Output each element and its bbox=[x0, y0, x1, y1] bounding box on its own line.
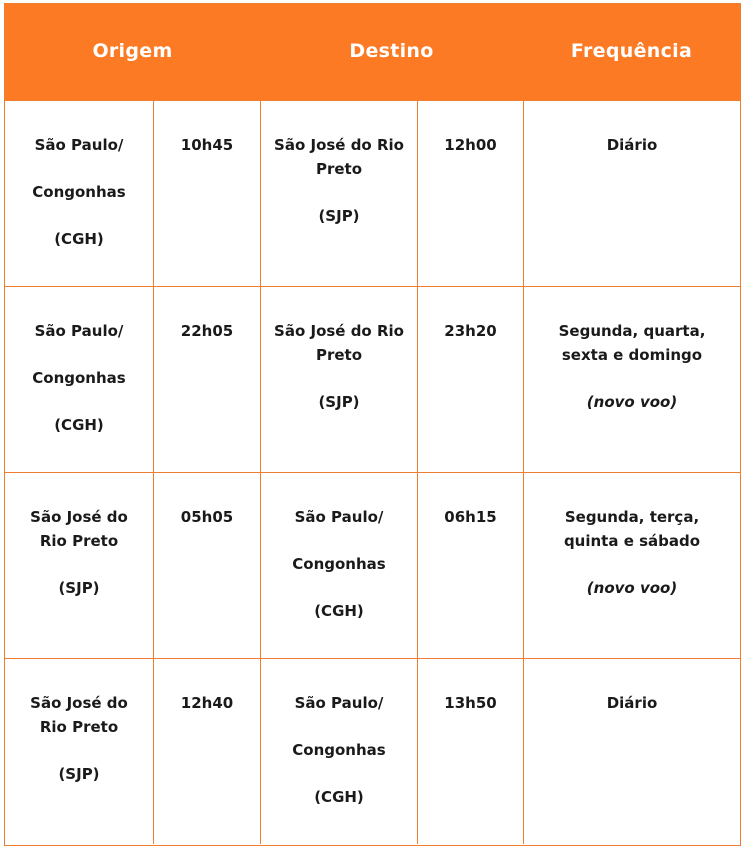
table-row bbox=[5, 658, 740, 844]
destination-line: São Paulo/ bbox=[294, 694, 384, 712]
origin-line: São Paulo/ bbox=[34, 322, 124, 340]
destination-line: São José do Rio bbox=[274, 322, 404, 340]
arrival-time: 13h50 bbox=[444, 694, 497, 712]
origin-cell bbox=[5, 659, 153, 844]
frequency-line: quinta e sábado bbox=[563, 532, 701, 550]
origin-cell bbox=[5, 473, 153, 658]
destination-line: Congonhas bbox=[292, 741, 386, 759]
destination-code: (CGH) bbox=[314, 602, 364, 620]
origin-line: São Paulo/ bbox=[34, 136, 124, 154]
destination-code: (CGH) bbox=[314, 788, 364, 806]
destination-line: Congonhas bbox=[292, 555, 386, 573]
destination-line: São José do Rio bbox=[274, 136, 404, 154]
arrival-time-cell bbox=[417, 101, 523, 286]
origin-line: Congonhas bbox=[32, 183, 126, 201]
departure-time-cell bbox=[153, 659, 260, 844]
origin-code: (SJP) bbox=[58, 579, 100, 597]
arrival-time: 12h00 bbox=[444, 136, 497, 154]
origin-line: São José do bbox=[30, 508, 128, 526]
origin-line: Rio Preto bbox=[39, 718, 119, 736]
frequency-cell bbox=[523, 659, 740, 844]
arrival-time: 06h15 bbox=[444, 508, 497, 526]
destination-cell bbox=[260, 659, 417, 844]
departure-time: 05h05 bbox=[180, 508, 234, 526]
flight-schedule-table bbox=[4, 3, 741, 846]
departure-time-cell bbox=[153, 473, 260, 658]
arrival-time-cell bbox=[417, 473, 523, 658]
destination-line: São Paulo/ bbox=[294, 508, 384, 526]
destination-cell bbox=[260, 101, 417, 286]
table-header bbox=[5, 4, 740, 100]
table-row bbox=[5, 100, 740, 286]
table-row bbox=[5, 472, 740, 658]
frequency-line: Diário bbox=[606, 694, 658, 712]
origin-cell bbox=[5, 287, 153, 472]
departure-time: 22h05 bbox=[180, 322, 234, 340]
header-origem: Origem bbox=[92, 40, 173, 62]
origin-code: (SJP) bbox=[58, 765, 100, 783]
destination-code: (SJP) bbox=[318, 207, 360, 225]
new-flight-note: (novo voo) bbox=[586, 393, 678, 411]
origin-line: São José do bbox=[30, 694, 128, 712]
frequency-line: Diário bbox=[606, 136, 658, 154]
arrival-time: 23h20 bbox=[444, 322, 497, 340]
departure-time: 12h40 bbox=[180, 694, 234, 712]
origin-code: (CGH) bbox=[54, 416, 104, 434]
frequency-line: sexta e domingo bbox=[561, 346, 703, 364]
destination-line: Preto bbox=[315, 160, 363, 178]
destination-code: (SJP) bbox=[318, 393, 360, 411]
header-frequencia: Frequência bbox=[570, 40, 693, 62]
frequency-cell bbox=[523, 287, 740, 472]
destination-cell bbox=[260, 287, 417, 472]
origin-cell bbox=[5, 101, 153, 286]
departure-time: 10h45 bbox=[180, 136, 234, 154]
frequency-cell bbox=[523, 473, 740, 658]
frequency-cell bbox=[523, 101, 740, 286]
origin-line: Congonhas bbox=[32, 369, 126, 387]
frequency-line: Segunda, terça, bbox=[564, 508, 700, 526]
table-row bbox=[5, 286, 740, 472]
arrival-time-cell bbox=[417, 659, 523, 844]
departure-time-cell bbox=[153, 101, 260, 286]
departure-time-cell bbox=[153, 287, 260, 472]
frequency-line: Segunda, quarta, bbox=[558, 322, 706, 340]
arrival-time-cell bbox=[417, 287, 523, 472]
destination-cell bbox=[260, 473, 417, 658]
origin-code: (CGH) bbox=[54, 230, 104, 248]
header-destino: Destino bbox=[349, 40, 434, 62]
new-flight-note: (novo voo) bbox=[586, 579, 678, 597]
destination-line: Preto bbox=[315, 346, 363, 364]
origin-line: Rio Preto bbox=[39, 532, 119, 550]
